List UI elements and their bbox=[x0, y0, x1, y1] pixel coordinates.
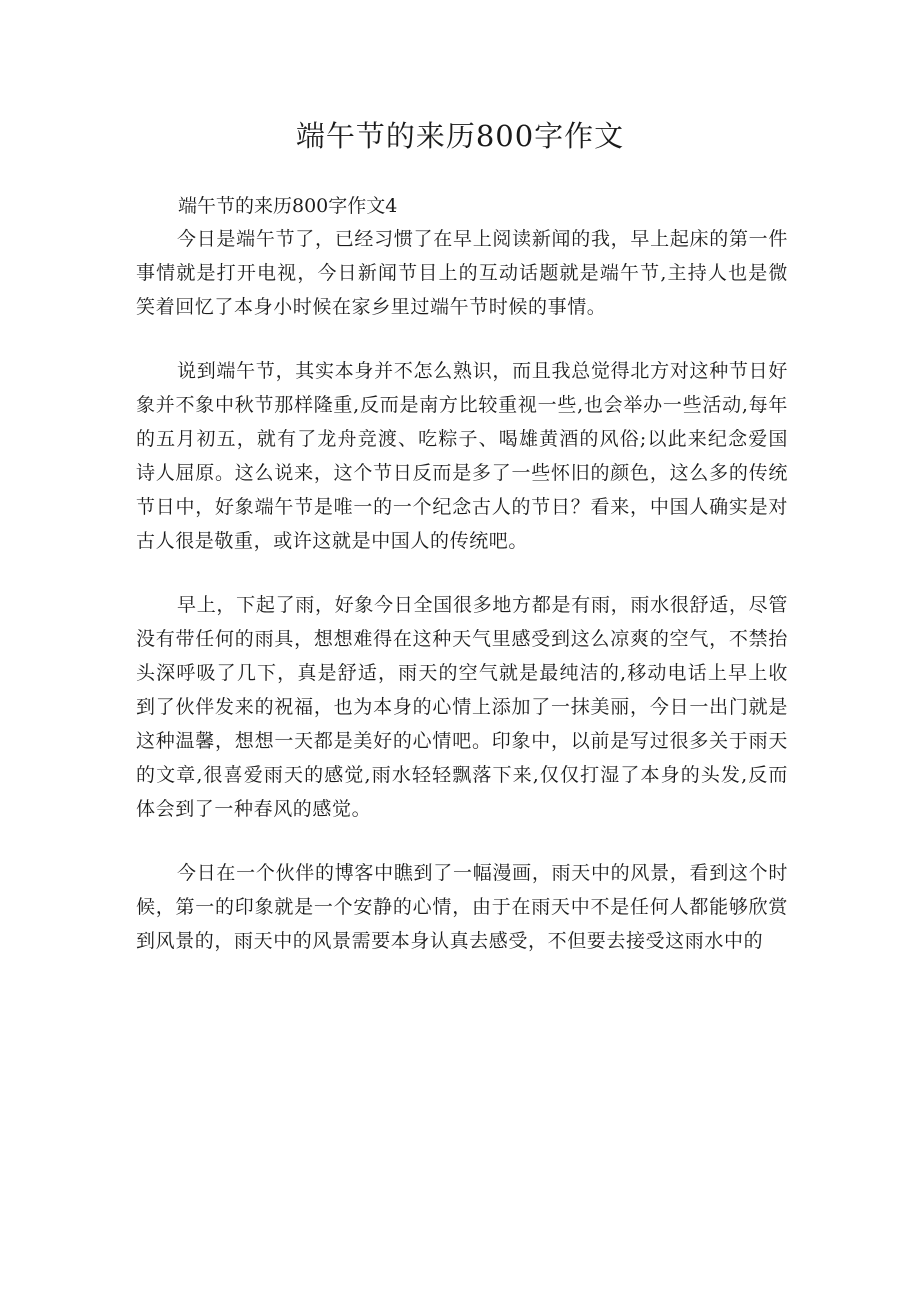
document-title: 端午节的来历800字作文 bbox=[295, 119, 625, 153]
paragraph: 说到端午节，其实本身并不怎么熟识，而且我总觉得北方对这种节日好象并不象中秋节那样隆重,反而是南方比较重视一些,也会举办一些活动,每年的五月初五，就有了龙舟竞渡、吃粽子、喝雄黄酒的风俗;以此来纪念爱国诗人屈原。这么说来，这个节日反而是多了一些怀旧的颜色，这么多的传统节日中，好象端午节是唯一的一个纪念古人的节日？看来，中国人确实是对古人很是敬重，或许这就是中国人的传统吧。 bbox=[136, 360, 788, 552]
document-subtitle: 端午节的来历800字作文4 bbox=[178, 195, 398, 217]
paragraph: 早上，下起了雨，好象今日全国很多地方都是有雨，雨水很舒适，尽管没有带任何的雨具，想想难得在这种天气里感受到这么凉爽的空气，不禁抬头深呼吸了几下，真是舒适，雨天的空气就是最纯洁的,移动电话上早上收到了伙伴发来的祝福，也为本身的心情上添加了一抹美丽，今日一出门就是这种温馨，想想一天都是美好的心情吧。印象中，以前是写过很多关于雨天的文章,很喜爱雨天的感觉,雨水轻轻飘落下来,仅仅打湿了本身的头发,反而体会到了一种春风的感觉。 bbox=[136, 594, 788, 820]
paragraph: 今日是端午节了，已经习惯了在早上阅读新闻的我，早上起床的第一件事情就是打开电视，今日新闻节目上的互动话题就是端午节,主持人也是微笑着回忆了本身小时候在家乡里过端午节时候的事情。 bbox=[136, 228, 788, 318]
paragraph: 今日在一个伙伴的博客中瞧到了一幅漫画，雨天中的风景，看到这个时候，第一的印象就是一个安静的心情，由于在雨天中不是任何人都能够欣赏到风景的，雨天中的风景需要本身认真去感受，不但要去接受这雨水中的 bbox=[136, 862, 788, 952]
document-body bbox=[136, 222, 788, 988]
